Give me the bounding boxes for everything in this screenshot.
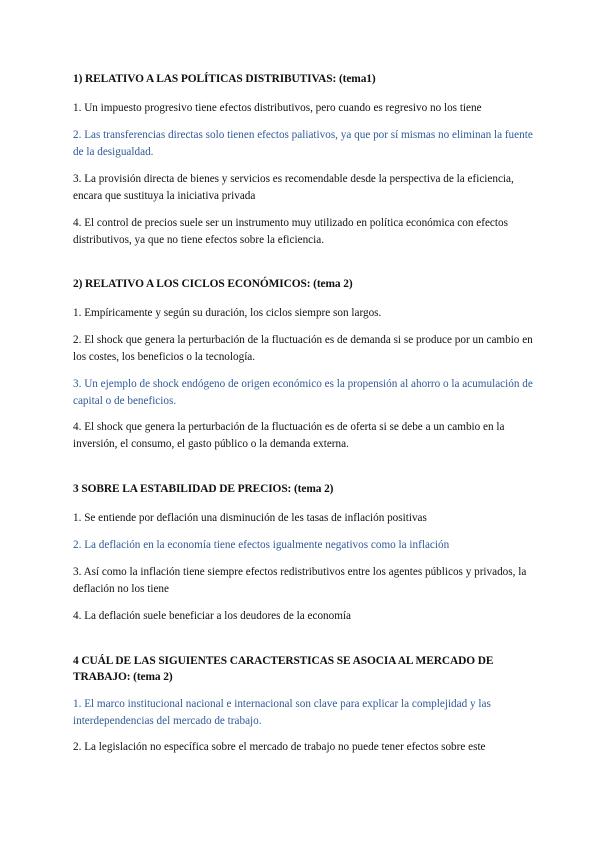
section-3-option-3: 3. Así como la inflación tiene siempre efectos redistributivos entre los agentes públicos y privados, la deflación no los tiene: [73, 566, 527, 595]
section-1-option-1: 1. Un impuesto progresivo tiene efectos distributivos, pero cuando es regresivo no los tiene: [73, 102, 482, 114]
section-4-option-2: 2. La legislación no específica sobre el mercado de trabajo no puede tener efectos sobre este: [73, 741, 486, 753]
section-2-option-1: 1. Empíricamente y según su duración, los ciclos siempre son largos.: [73, 307, 382, 319]
section-3-option-4: 4. La deflación suele beneficiar a los deudores de la economía: [73, 610, 352, 622]
section-2-option-3: 3. Un ejemplo de shock endógeno de origen económico es la propensión al ahorro o la acumulación de capital o de beneficios.: [73, 378, 533, 407]
section-1-option-2: 2. Las transferencias directas solo tienen efectos paliativos, ya que por sí mismas no eliminan la fuente de la desigualdad.: [73, 129, 533, 158]
section-1-option-4: 4. El control de precios suele ser un instrumento muy utilizado en política económica con efectos distributivos, ya que no tiene efectos sobre la eficiencia.: [73, 217, 508, 246]
section-2-title: 2) RELATIVO A LOS CICLOS ECONÓMICOS: (tema 2): [73, 278, 353, 290]
section-3-option-2: 2. La deflación en la economía tiene efectos igualmente negativos como la inflación: [73, 539, 450, 551]
section-2-option-2: 2. El shock que genera la perturbación de la fluctuación es de demanda si se produce por un cambio en los costes, los beneficios o la tecnología.: [73, 334, 533, 363]
section-4-option-1: 1. El marco institucional nacional e internacional son clave para explicar la complejidad y las interdependencias del mercado de trabajo.: [73, 698, 491, 727]
section-2-option-4: 4. El shock que genera la perturbación de la fluctuación es de oferta si se debe a un cambio en la inversión, el consumo, el gasto público o la demanda externa.: [73, 421, 505, 450]
section-1-title: 1) RELATIVO A LAS POLÍTICAS DISTRIBUTIVAS: (tema1): [73, 73, 376, 85]
section-4-title: 4 CUÁL DE LAS SIGUIENTES CARACTERSTICAS SE ASOCIA AL MERCADO DE TRABAJO: (tema 2): [73, 655, 494, 683]
section-3-option-1: 1. Se entiende por deflación una disminución de les tasas de inflación positivas: [73, 512, 427, 524]
section-1-option-3: 3. La provisión directa de bienes y servicios es recomendable desde la perspectiva de la eficiencia, encara que sustituya la iniciativa privada: [73, 173, 514, 202]
section-3-title: 3 SOBRE LA ESTABILIDAD DE PRECIOS: (tema 2): [73, 483, 334, 495]
